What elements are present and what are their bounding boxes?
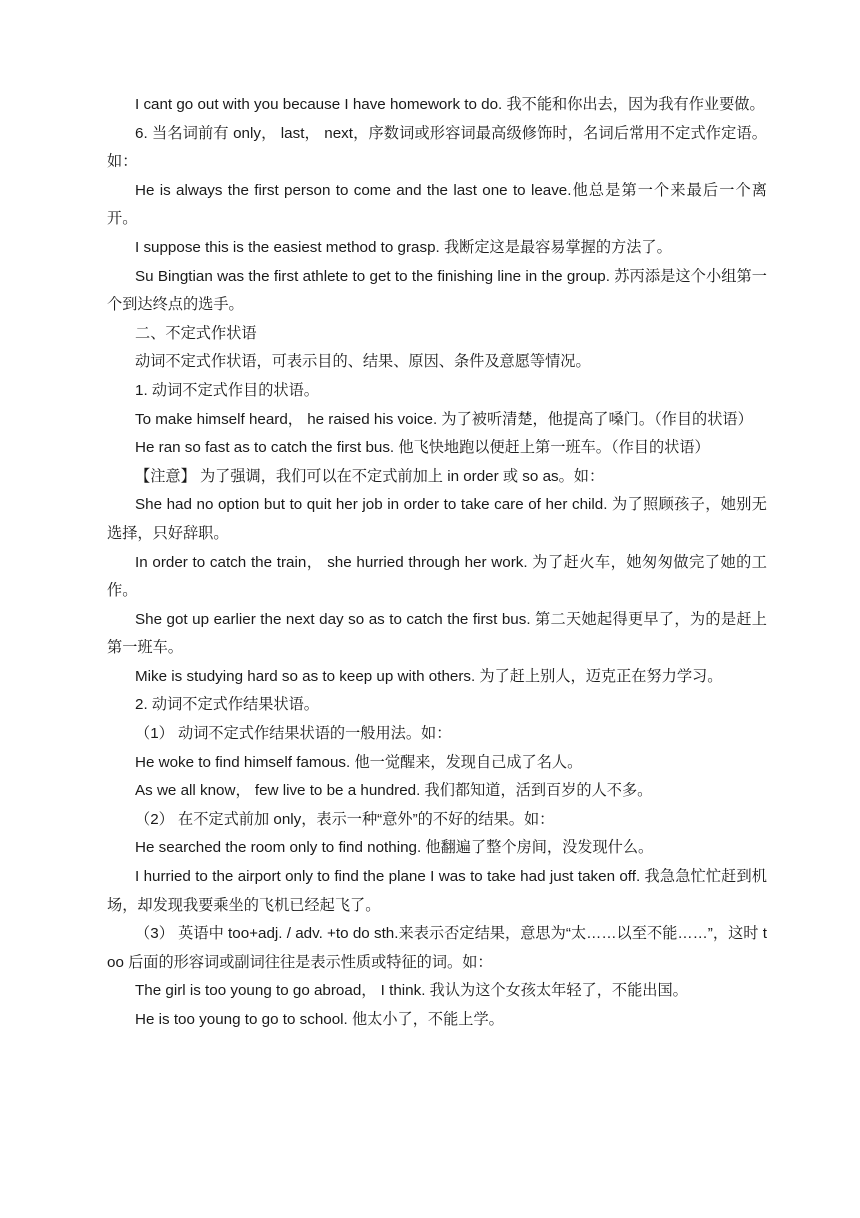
section-heading: 二、不定式作状语 <box>135 324 257 342</box>
paragraph: I suppose this is the easiest method to grasp. 我断定这是最容易掌握的方法了。 <box>135 238 672 256</box>
paragraph: She got up earlier the next day so as to catch the first bus. 第二天她起得更早了，为的是赶上第一班车。 <box>107 610 767 657</box>
paragraph: I cant go out with you because I have homework to do. 我不能和你出去，因为我有作业要做。 <box>135 96 765 113</box>
paragraph: He ran so fast as to catch the first bus. 他飞快地跑以便赶上第一班车。（作目的状语） <box>135 439 710 457</box>
paragraph: 动词不定式作状语，可表示目的、结果、原因、条件及意愿等情况。 <box>135 353 591 371</box>
paragraph: She had no option but to quit her job in order to take care of her child. 为了照顾孩子，她别无选择，只好辞职。 <box>107 496 767 542</box>
paragraph: I hurried to the airport only to find the plane I was to take had just taken off. 我急急忙忙赶到机场，却发现我要乘坐的飞机已经起飞了。 <box>107 868 767 914</box>
paragraph: （2） 在不定式前加 only，表示一种“意外”的不好的结果。如： <box>135 810 555 828</box>
paragraph: To make himself heard， he raised his voice. 为了被听清楚，他提高了嗓门。（作目的状语） <box>135 410 753 428</box>
paragraph: In order to catch the train， she hurried through her work. 为了赶火车，她匆匆做完了她的工作。 <box>107 553 767 600</box>
paragraph: （3） 英语中 too+adj. / adv. +to do sth.来表示否定结果，意思为“太……以至不能……”，这时 too 后面的形容词或副词往往是表示性质或特征的词。如： <box>107 925 767 971</box>
note-paragraph: 【注意】 为了强调，我们可以在不定式前加上 in order 或 so as。如： <box>135 467 605 485</box>
paragraph: As we all know， few live to be a hundred. 我们都知道，活到百岁的人不多。 <box>135 782 653 800</box>
paragraph: Mike is studying hard so as to keep up with others. 为了赶上别人，迈克正在努力学习。 <box>135 667 723 685</box>
subsection-heading: 2. 动词不定式作结果状语。 <box>135 696 319 714</box>
document-page <box>107 91 767 1035</box>
paragraph: Su Bingtian was the first athlete to get to the finishing line in the group. 苏丙添是这个小组第一个到达终点的选手。 <box>107 267 767 314</box>
paragraph: He is too young to go to school. 他太小了，不能上学。 <box>135 1011 504 1028</box>
paragraph: The girl is too young to go abroad， I think. 我认为这个女孩太年轻了，不能出国。 <box>135 982 688 1000</box>
paragraph: He is always the first person to come and the last one to leave.他总是第一个来最后一个离开。 <box>107 181 767 228</box>
paragraph: He woke to find himself famous. 他一觉醒来，发现自己成了名人。 <box>135 753 583 771</box>
paragraph: He searched the room only to find nothing. 他翻遍了整个房间，没发现什么。 <box>135 839 654 857</box>
paragraph: （1） 动词不定式作结果状语的一般用法。如： <box>135 725 452 743</box>
subsection-heading: 1. 动词不定式作目的状语。 <box>135 381 319 399</box>
paragraph: 6. 当名词前有 only， last， next，序数词或形容词最高级修饰时，名词后常用不定式作定语。如： <box>107 124 767 171</box>
